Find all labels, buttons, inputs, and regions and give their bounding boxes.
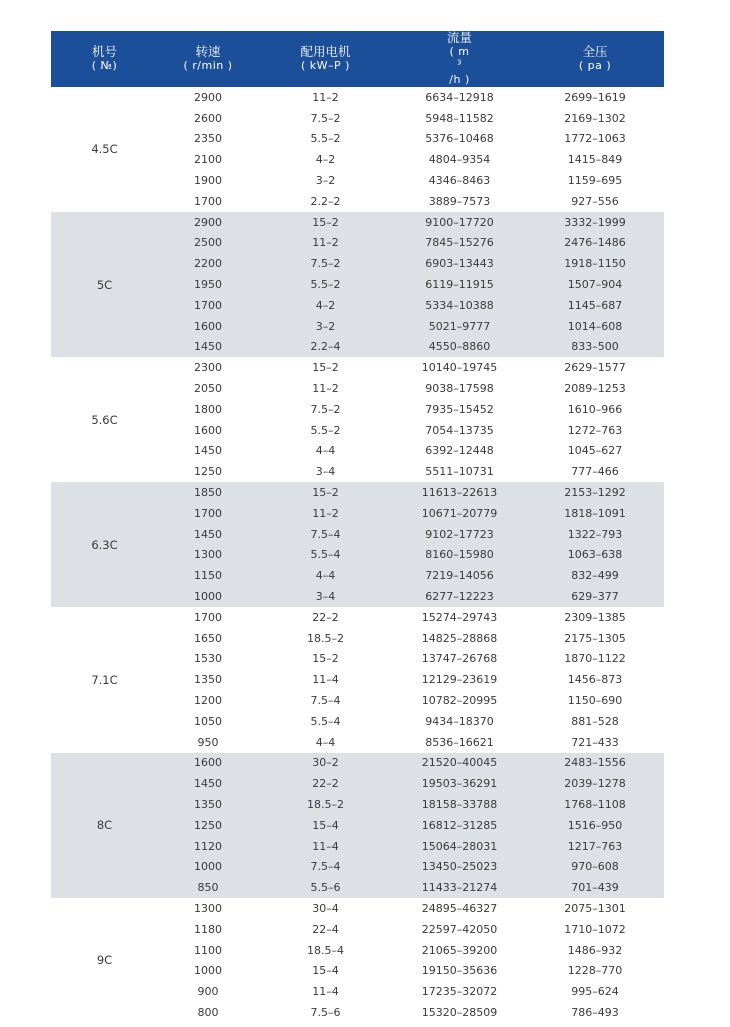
speed-cell: 1120 — [194, 839, 222, 853]
pressure-cell: 1507–904 — [567, 278, 623, 292]
speed-cell: 2100 — [194, 153, 222, 167]
flow-cell: 11433–21274 — [421, 881, 498, 895]
flow-cell: 13450–25023 — [421, 860, 498, 874]
motor-cell: 3–4 — [315, 590, 336, 604]
speed-cell: 1450 — [194, 777, 222, 791]
speed-cell: 1700 — [194, 298, 222, 312]
fan-performance-table — [51, 31, 664, 1023]
speed-cell: 1700 — [194, 194, 222, 208]
speed-cell: 850 — [197, 881, 219, 895]
pressure-cell: 1516–950 — [567, 818, 623, 832]
speed-cell: 1300 — [194, 548, 222, 562]
speed-cell: 1000 — [194, 590, 222, 604]
flow-cell: 18158–33788 — [421, 797, 498, 811]
pressure-cell: 2169–1302 — [564, 111, 626, 125]
speed-cell: 2500 — [194, 236, 222, 250]
flow-cell: 3889–7573 — [428, 194, 491, 208]
pressure-cell: 1322–793 — [567, 527, 623, 541]
flow-cell: 7845–15276 — [425, 236, 494, 250]
flow-cell: 6277–12223 — [425, 590, 494, 604]
motor-cell: 3–4 — [315, 465, 336, 479]
flow-cell: 5948–11582 — [425, 111, 494, 125]
pressure-cell: 1610–966 — [567, 402, 623, 416]
speed-cell: 1300 — [194, 901, 222, 915]
speed-cell: 1850 — [194, 486, 222, 500]
motor-cell: 18.5–4 — [307, 943, 344, 957]
motor-cell: 7.5–6 — [310, 1005, 341, 1019]
flow-cell: 4804–9354 — [428, 153, 491, 167]
model-cell: 6.3C — [91, 537, 118, 552]
speed-cell: 2300 — [194, 361, 222, 375]
flow-cell: 21065–39200 — [421, 943, 498, 957]
motor-cell: 2.2–2 — [310, 194, 341, 208]
motor-cell: 7.5–2 — [310, 257, 341, 271]
pressure-cell: 1818–1091 — [564, 506, 626, 520]
motor-cell: 15–4 — [312, 818, 339, 832]
header-unit: ( kW–P ) — [301, 59, 350, 72]
motor-cell: 4–4 — [315, 444, 336, 458]
motor-cell: 22–2 — [312, 777, 339, 791]
motor-cell: 18.5–2 — [307, 631, 344, 645]
flow-cell: 9434–18370 — [425, 714, 494, 728]
pressure-cell: 2483–1556 — [564, 756, 626, 770]
pressure-cell: 1063–638 — [567, 548, 623, 562]
flow-cell: 21520–40045 — [421, 756, 498, 770]
speed-cell: 1200 — [194, 694, 222, 707]
flow-cell: 8160–15980 — [425, 548, 494, 562]
pressure-cell: 1486–932 — [567, 943, 623, 957]
pressure-cell: 1772–1063 — [564, 132, 626, 146]
speed-cell: 1950 — [194, 278, 222, 292]
motor-cell: 7.5–4 — [310, 860, 341, 874]
flow-cell: 6634–12918 — [425, 90, 494, 104]
speed-cell: 1700 — [194, 610, 222, 624]
flow-cell: 9038–17598 — [425, 382, 494, 396]
speed-cell: 1100 — [194, 943, 222, 957]
pressure-cell: 1415–849 — [567, 153, 623, 167]
pressure-cell: 1456–873 — [567, 673, 623, 687]
motor-cell: 15–2 — [312, 652, 339, 666]
header-motor — [258, 31, 393, 87]
motor-cell: 7.5–4 — [310, 694, 341, 707]
header-total-pressure — [526, 31, 664, 87]
motor-cell: 4–2 — [315, 298, 336, 312]
flow-cell: 7935–15452 — [425, 402, 494, 416]
header-unit: ( r/min ) — [183, 59, 233, 72]
motor-cell: 5.5–2 — [310, 278, 341, 292]
pressure-cell: 832–499 — [571, 569, 619, 583]
table-row — [51, 87, 664, 108]
flow-cell: 9100–17720 — [425, 215, 494, 229]
flow-cell: 9102–17723 — [425, 527, 494, 541]
speed-cell: 900 — [197, 985, 219, 999]
table-header — [51, 31, 664, 87]
speed-cell: 950 — [197, 735, 219, 749]
speed-cell: 2600 — [194, 111, 222, 125]
pressure-cell: 970–608 — [571, 860, 619, 874]
header-model-no — [51, 31, 158, 87]
flow-cell: 13747–26768 — [421, 652, 498, 666]
unit-post: /h ) — [449, 73, 470, 86]
flow-cell: 19150–35636 — [421, 964, 498, 978]
pressure-cell: 1217–763 — [567, 839, 623, 853]
flow-cell: 10671–20779 — [421, 506, 498, 520]
motor-cell: 22–2 — [312, 610, 339, 624]
speed-cell: 2200 — [194, 257, 222, 271]
pressure-cell: 1918–1150 — [564, 257, 626, 271]
pressure-cell: 1228–770 — [567, 964, 623, 978]
motor-cell: 5.5–6 — [310, 881, 341, 895]
speed-cell: 1250 — [194, 818, 222, 832]
flow-cell: 7054–13735 — [425, 423, 494, 437]
header-unit: ( №) — [91, 59, 118, 72]
speed-cell: 1350 — [194, 673, 222, 687]
table-row — [51, 357, 664, 378]
header-title: 全压 — [582, 44, 608, 59]
speed-cell: 1050 — [194, 714, 222, 728]
pressure-cell: 1145–687 — [567, 298, 623, 312]
table-row — [51, 482, 664, 503]
motor-cell: 5.5–4 — [310, 548, 341, 562]
pressure-cell: 629–377 — [571, 590, 619, 604]
flow-cell: 14825–28868 — [421, 631, 498, 645]
speed-cell: 2350 — [194, 132, 222, 146]
pressure-cell: 1272–763 — [567, 423, 623, 437]
table-row — [51, 753, 664, 774]
flow-cell: 5334–10388 — [425, 298, 494, 312]
header-title: 流量 — [446, 30, 472, 45]
motor-cell: 11–4 — [312, 985, 339, 999]
pressure-cell: 1768–1108 — [564, 797, 626, 811]
pressure-cell: 881–528 — [571, 714, 619, 728]
unit-sup: 3 — [457, 58, 462, 67]
motor-cell: 7.5–2 — [310, 111, 341, 125]
speed-cell: 2900 — [194, 90, 222, 104]
motor-cell: 15–2 — [312, 361, 339, 375]
flow-cell: 5376–10468 — [425, 132, 494, 146]
motor-cell: 15–2 — [312, 486, 339, 500]
speed-cell: 2050 — [194, 382, 222, 396]
motor-cell: 15–2 — [312, 215, 339, 229]
speed-cell: 1530 — [194, 652, 222, 666]
motor-cell: 5.5–4 — [310, 714, 341, 728]
header-unit: ( pa ) — [578, 59, 612, 72]
flow-cell: 19503–36291 — [421, 777, 498, 791]
speed-cell: 1700 — [194, 506, 222, 520]
flow-cell: 6119–11915 — [425, 278, 494, 292]
pressure-cell: 2089–1253 — [564, 382, 626, 396]
motor-cell: 15–4 — [312, 964, 339, 978]
flow-cell: 24895–46327 — [421, 901, 498, 915]
motor-cell: 5.5–2 — [310, 423, 341, 437]
speed-cell: 1600 — [194, 756, 222, 770]
motor-cell: 4–4 — [315, 569, 336, 583]
pressure-cell: 995–624 — [571, 985, 619, 999]
speed-cell: 1800 — [194, 402, 222, 416]
pressure-cell: 777–466 — [571, 465, 619, 479]
model-cell: 7.1C — [91, 672, 118, 687]
pressure-cell: 1014–608 — [567, 319, 623, 333]
header-flow — [393, 31, 526, 87]
pressure-cell: 1150–690 — [567, 694, 623, 707]
header-title: 转速 — [195, 44, 221, 59]
pressure-cell: 701–439 — [571, 881, 619, 895]
header-title: 机号 — [91, 44, 117, 59]
pressure-cell: 833–500 — [571, 340, 619, 354]
speed-cell: 1450 — [194, 527, 222, 541]
pressure-cell: 2075–1301 — [564, 901, 626, 915]
motor-cell: 4–2 — [315, 153, 336, 167]
motor-cell: 11–2 — [312, 236, 339, 250]
pressure-cell: 2175–1305 — [564, 631, 626, 645]
speed-cell: 1650 — [194, 631, 222, 645]
speed-cell: 1180 — [194, 922, 222, 936]
flow-cell: 17235–32072 — [421, 985, 498, 999]
pressure-cell: 2476–1486 — [564, 236, 626, 250]
flow-cell: 10140–19745 — [421, 361, 498, 375]
unit-pre: ( m — [449, 45, 470, 58]
flow-cell: 10782–20995 — [421, 694, 498, 707]
pressure-cell: 786–493 — [571, 1005, 619, 1019]
flow-cell: 4346–8463 — [428, 174, 491, 188]
table-row — [51, 212, 664, 233]
model-cell: 5C — [96, 277, 113, 292]
speed-cell: 1150 — [194, 569, 222, 583]
motor-cell: 22–4 — [312, 922, 339, 936]
model-cell: 4.5C — [91, 142, 118, 157]
header-speed — [158, 31, 258, 87]
flow-cell: 15064–28031 — [421, 839, 498, 853]
table-row — [51, 607, 664, 628]
motor-cell: 3–2 — [315, 174, 336, 188]
motor-cell: 2.2–4 — [310, 340, 341, 354]
flow-cell: 6903–13443 — [425, 257, 494, 271]
speed-cell: 1000 — [194, 860, 222, 874]
speed-cell: 1900 — [194, 174, 222, 188]
speed-cell: 2900 — [194, 215, 222, 229]
flow-cell: 12129–23619 — [421, 673, 498, 687]
pressure-cell: 1710–1072 — [564, 922, 626, 936]
header-row — [51, 31, 664, 87]
flow-cell: 15274–29743 — [421, 610, 498, 624]
pressure-cell: 2309–1385 — [564, 610, 626, 624]
motor-cell: 5.5–2 — [310, 132, 341, 146]
pressure-cell: 1159–695 — [567, 174, 623, 188]
header-title: 配用电机 — [300, 44, 351, 59]
table-body — [51, 87, 664, 1023]
motor-cell: 11–2 — [312, 90, 339, 104]
pressure-cell: 1045–627 — [567, 444, 623, 458]
model-cell: 9C — [96, 953, 113, 968]
model-cell: 8C — [96, 818, 113, 833]
pressure-cell: 927–556 — [571, 194, 619, 208]
flow-cell: 8536–16621 — [425, 735, 494, 749]
speed-cell: 1600 — [194, 319, 222, 333]
speed-cell: 1350 — [194, 797, 222, 811]
flow-cell: 16812–31285 — [421, 818, 498, 832]
pressure-cell: 721–433 — [571, 735, 619, 749]
motor-cell: 30–2 — [312, 756, 339, 770]
flow-cell: 15320–28509 — [421, 1005, 498, 1019]
header-unit — [393, 45, 526, 87]
flow-cell: 7219–14056 — [425, 569, 494, 583]
motor-cell: 11–2 — [312, 506, 339, 520]
speed-cell: 1000 — [194, 964, 222, 978]
pressure-cell: 2699–1619 — [564, 90, 626, 104]
motor-cell: 30–4 — [312, 901, 339, 915]
motor-cell: 7.5–4 — [310, 527, 341, 541]
pressure-cell: 2153–1292 — [564, 486, 626, 500]
speed-cell: 1450 — [194, 444, 222, 458]
model-cell: 5.6C — [91, 412, 118, 427]
pressure-cell: 2039–1278 — [564, 777, 626, 791]
flow-cell: 5021–9777 — [428, 319, 491, 333]
speed-cell: 1450 — [194, 340, 222, 354]
flow-cell: 5511–10731 — [425, 465, 494, 479]
flow-cell: 22597–42050 — [421, 922, 498, 936]
table-row — [51, 898, 664, 919]
motor-cell: 18.5–2 — [307, 797, 344, 811]
pressure-cell: 2629–1577 — [564, 361, 626, 375]
motor-cell: 11–4 — [312, 839, 339, 853]
flow-cell: 6392–12448 — [425, 444, 494, 458]
motor-cell: 7.5–2 — [310, 402, 341, 416]
speed-cell: 1250 — [194, 465, 222, 479]
flow-cell: 11613–22613 — [421, 486, 498, 500]
speed-cell: 1600 — [194, 423, 222, 437]
motor-cell: 4–4 — [315, 735, 336, 749]
pressure-cell: 3332–1999 — [564, 215, 626, 229]
pressure-cell: 1870–1122 — [564, 652, 626, 666]
motor-cell: 11–4 — [312, 673, 339, 687]
speed-cell: 800 — [197, 1005, 219, 1019]
motor-cell: 11–2 — [312, 382, 339, 396]
flow-cell: 4550–8860 — [428, 340, 491, 354]
motor-cell: 3–2 — [315, 319, 336, 333]
